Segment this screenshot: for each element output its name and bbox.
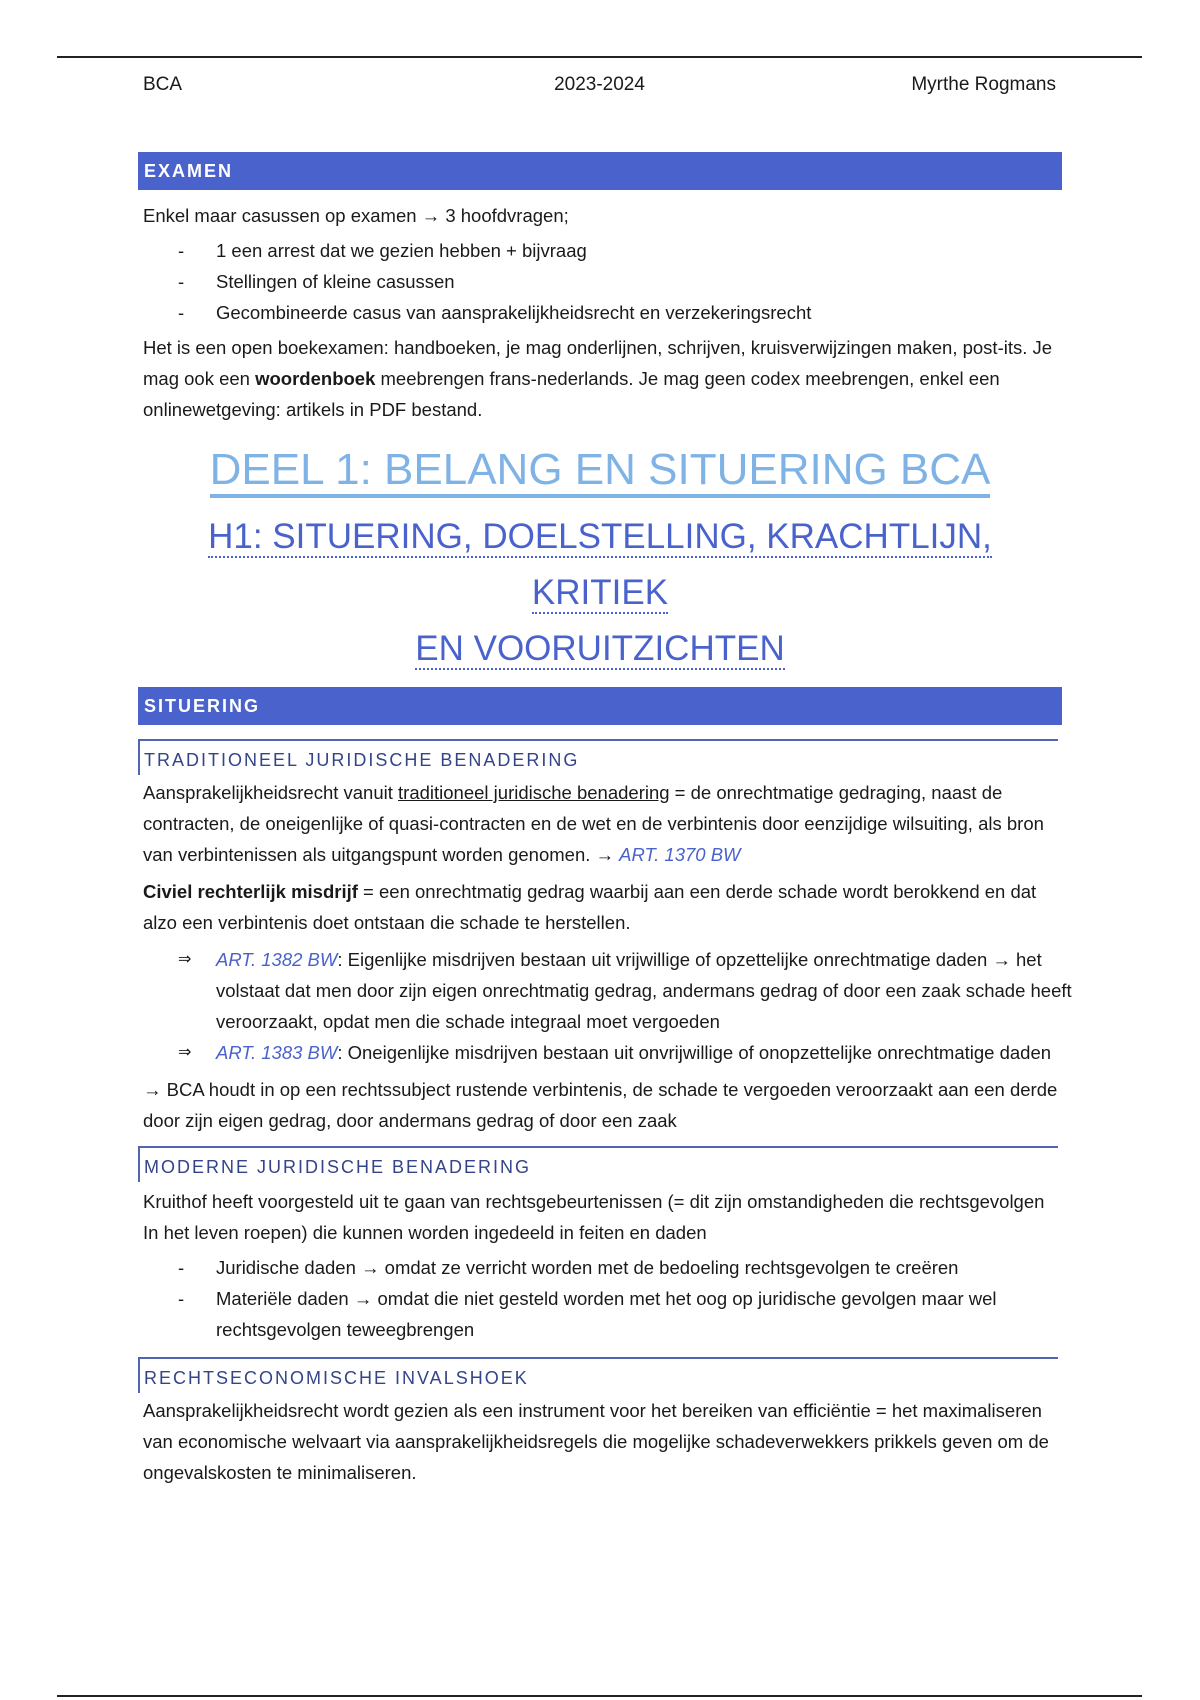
bold-term: Civiel rechterlijk misdrijf	[143, 881, 358, 902]
examen-list	[138, 235, 1062, 328]
list-item: - Gecombineerde casus van aansprakelijkheidsrecht en verzekeringsrecht	[138, 297, 1062, 328]
subheading-traditioneel: TRADITIONEEL JURIDISCHE BENADERING	[138, 739, 1058, 775]
article-reference: ART. 1382 BW	[216, 949, 338, 970]
article-reference: ART. 1383 BW	[216, 1042, 338, 1063]
traditioneel-paragraph: Aansprakelijkheidsrecht vanuit traditioneel juridische benadering = de onrechtmatige gedraging, naast de contracten, de oneigenlijke of quasi-contracten en de wet en de verbintenis door eenzijdige wilsuiting, als bron van verbintenissen als uitgangspunt worden genomen. → ART. 1370 BW	[143, 782, 1044, 865]
examen-paragraph: Het is een open boekexamen: handboeken, je mag onderlijnen, schrijven, kruisverwijzingen maken, post-its. Je mag ook een woordenboek meebrengen frans-nederlands. Je mag geen codex meebrengen, enkel een onlinewetgeving: artikels in PDF bestand.	[143, 337, 1053, 420]
top-rule	[57, 56, 1142, 58]
section-heading-situering: SITUERING	[138, 687, 1062, 725]
double-arrow-icon: ⇒	[178, 951, 192, 968]
header-year: 2023-2024	[554, 74, 645, 95]
part-title: DEEL 1: BELANG EN SITUERING BCA	[138, 441, 1062, 499]
page-header	[143, 74, 1056, 100]
article-reference: ART. 1370 BW	[619, 844, 741, 865]
underlined-term: traditioneel juridische benadering	[398, 782, 670, 803]
bottom-rule	[57, 1695, 1142, 1697]
subheading-modern: MODERNE JURIDISCHE BENADERING	[138, 1146, 1058, 1182]
article-list	[138, 944, 1072, 1068]
list-item: ⇒ ART. 1383 BW: Oneigenlijke misdrijven bestaan uit onvrijwillige of onopzettelijke onrechtmatige daden	[138, 1037, 1076, 1068]
header-author: Myrthe Rogmans	[911, 74, 1056, 95]
economisch-paragraph: Aansprakelijkheidsrecht wordt gezien als een instrument voor het bereiken van efficiëntie = het maximaliseren van economische welvaart via aansprakelijkheidsregels die mogelijke schadeverwekkers prikkels geven om de ongevalskosten te minimaliseren.	[143, 1400, 1049, 1483]
list-item: - 1 een arrest dat we gezien hebben + bijvraag	[138, 235, 1062, 266]
list-item: - Juridische daden → omdat ze verricht worden met de bedoeling rechtsgevolgen te creëren	[138, 1252, 1076, 1283]
chapter-title: H1: SITUERING, DOELSTELLING, KRACHTLIJN, KRITIEK EN VOORUITZICHTEN	[208, 517, 992, 668]
document-body	[138, 152, 1072, 1488]
header-course: BCA	[143, 74, 183, 95]
list-item: ⇒ ART. 1382 BW: Eigenlijke misdrijven bestaan uit vrijwillige of opzettelijke onrechtmatige daden → het volstaat dat men door zijn eigen onrechtmatig gedrag, andermans gedrag of door een zaak schade heeft veroorzaakt, opdat men die schade integraal moet vergoeden	[138, 944, 1076, 1037]
modern-paragraph: Kruithof heeft voorgesteld uit te gaan van rechtsgebeurtenissen (= dit zijn omstandigheden die rechtsgevolgen In het leven roepen) die kunnen worden ingedeeld in feiten en daden	[143, 1191, 1045, 1243]
subheading-economisch: RECHTSECONOMISCHE INVALSHOEK	[138, 1357, 1058, 1393]
double-arrow-icon: ⇒	[178, 1044, 192, 1061]
list-item: - Materiële daden → omdat die niet gesteld worden met het oog op juridische gevolgen maar wel rechtsgevolgen teweegbrengen	[138, 1283, 1076, 1345]
bca-paragraph: → BCA houdt in op een rechtssubject rustende verbintenis, de schade te vergoeden veroorzaakt aan een derde door zijn eigen gedrag, door andermans gedrag of door een zaak	[143, 1079, 1058, 1131]
section-heading-examen: EXAMEN	[138, 152, 1062, 190]
daden-list	[138, 1252, 1062, 1345]
misdrijf-paragraph: Civiel rechterlijk misdrijf = een onrechtmatig gedrag waarbij aan een derde schade wordt berokkend en dat alzo een verbintenis doet ontstaan die schade te herstellen.	[143, 881, 1037, 933]
list-item: - Stellingen of kleine casussen	[138, 266, 1062, 297]
bold-term: woordenboek	[255, 368, 376, 389]
examen-intro: Enkel maar casussen op examen → 3 hoofdvragen;	[143, 205, 569, 226]
